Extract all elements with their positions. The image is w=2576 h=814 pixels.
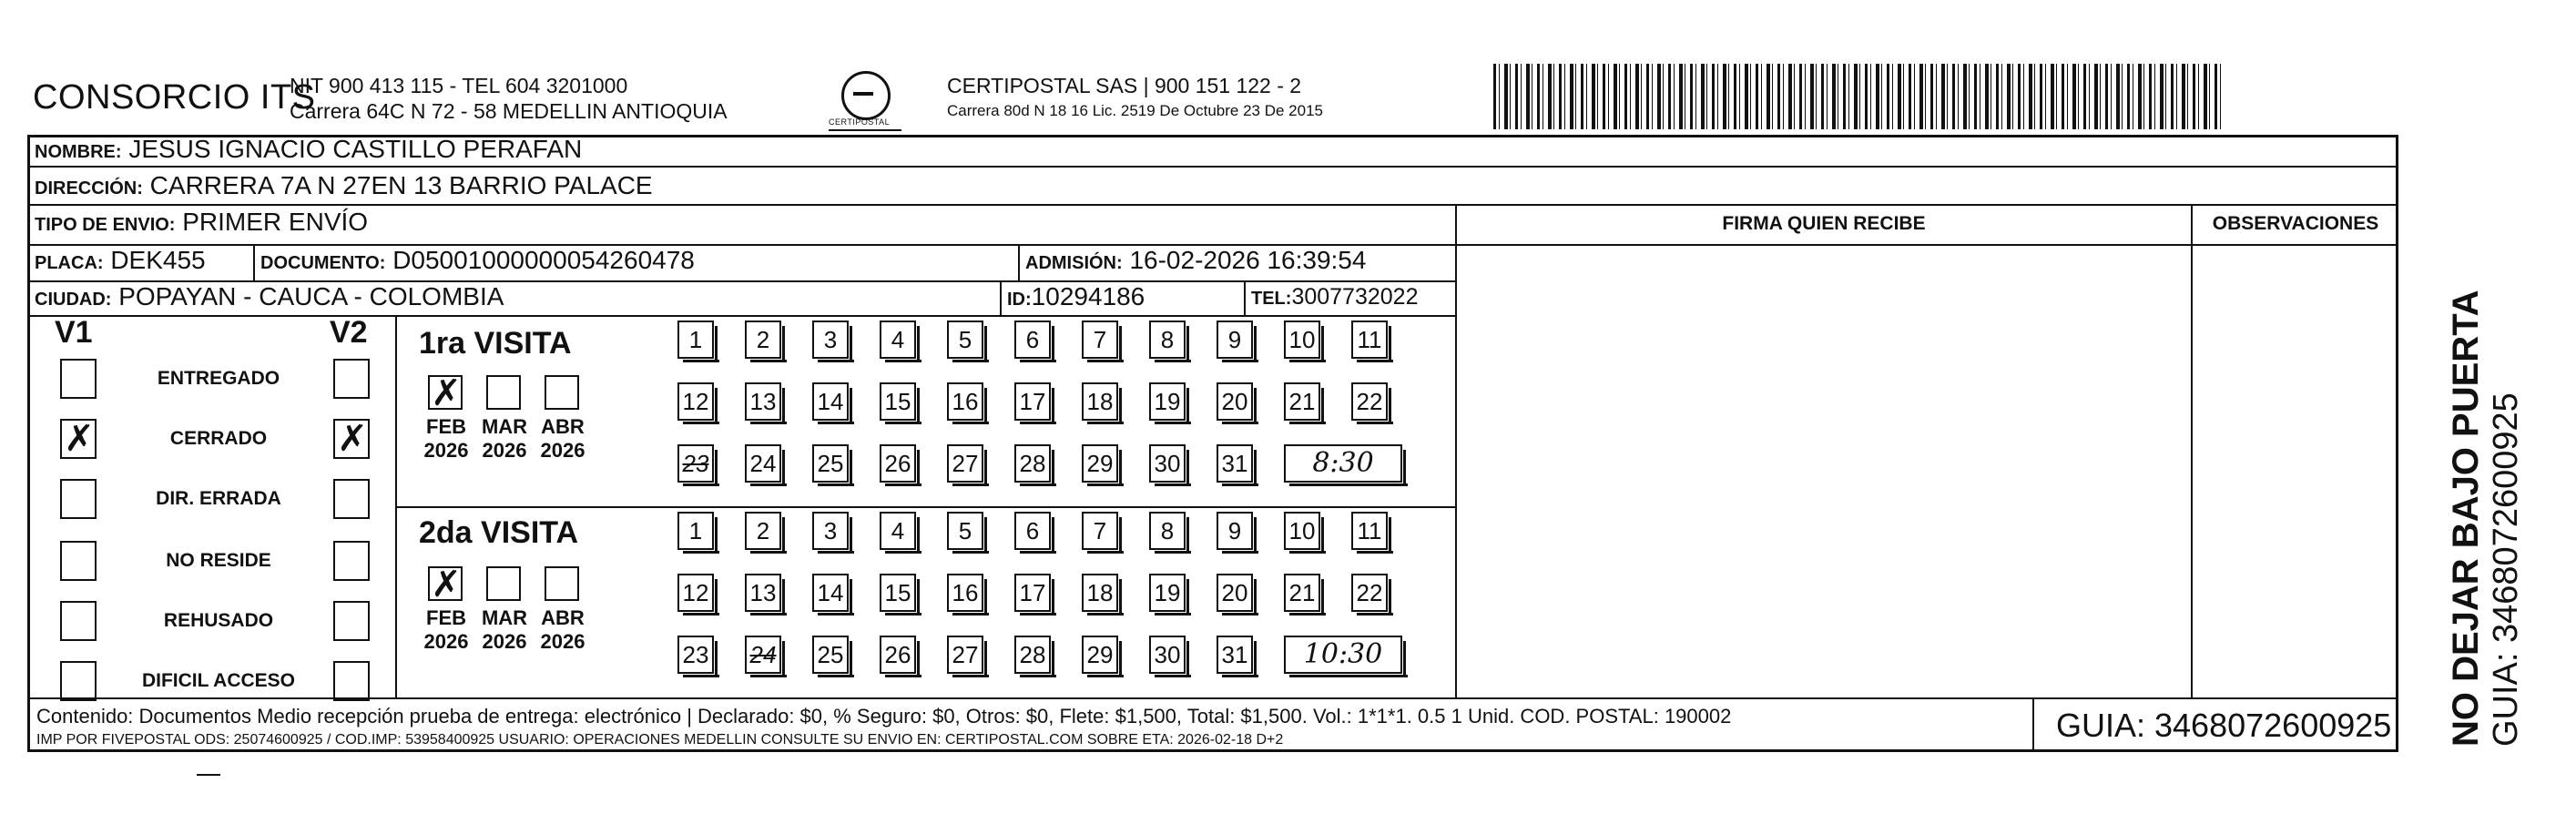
visit2-day-8[interactable]: 8 bbox=[1149, 512, 1186, 550]
company-contact bbox=[290, 73, 728, 124]
visit2-day-26[interactable]: 26 bbox=[880, 636, 916, 674]
id-value: 10294186 bbox=[1031, 282, 1145, 310]
visit1-month-checkbox[interactable] bbox=[428, 372, 463, 414]
address-value: CARRERA 7A N 27EN 13 BARRIO PALACE bbox=[149, 171, 653, 199]
certipostal-info bbox=[947, 73, 1323, 124]
visit1-day-31[interactable]: 31 bbox=[1217, 444, 1253, 483]
v2-checkbox[interactable] bbox=[333, 661, 370, 701]
document-value: D05001000000054260478 bbox=[392, 246, 695, 274]
v1-checkbox[interactable] bbox=[60, 479, 97, 519]
visit2-time: 10:30 bbox=[1284, 636, 1402, 674]
visit2-day-29[interactable]: 29 bbox=[1082, 636, 1118, 674]
visit1-day-28[interactable]: 28 bbox=[1014, 444, 1051, 483]
visit1-month-label bbox=[479, 415, 530, 463]
admission-value: 16-02-2026 16:39:54 bbox=[1129, 246, 1367, 274]
visit2-day-28[interactable]: 28 bbox=[1014, 636, 1051, 674]
certipostal-logo-icon bbox=[841, 71, 891, 120]
visit1-day-18[interactable]: 18 bbox=[1082, 382, 1118, 421]
visit2-day-13[interactable]: 13 bbox=[745, 574, 781, 612]
visit2-day-19[interactable]: 19 bbox=[1149, 574, 1186, 612]
visit1-day-17[interactable]: 17 bbox=[1014, 382, 1051, 421]
visit1-day-13[interactable]: 13 bbox=[745, 382, 781, 421]
visit2-day-18[interactable]: 18 bbox=[1082, 574, 1118, 612]
observations-header: OBSERVACIONES bbox=[2212, 213, 2379, 234]
row-divider bbox=[27, 204, 2398, 206]
col-divider bbox=[1244, 280, 1246, 315]
address-label: DIRECCIÓN: bbox=[35, 178, 143, 198]
certipostal-address: Carrera 80d N 18 16 Lic. 2519 De Octubre 23 De 2015 bbox=[947, 102, 1323, 119]
visit1-day-21[interactable]: 21 bbox=[1284, 382, 1320, 421]
tel-label: TEL: bbox=[1251, 289, 1292, 309]
visit1-month-checkbox[interactable] bbox=[545, 375, 579, 410]
tel-cell bbox=[1251, 284, 1418, 310]
visit1-day-4[interactable]: 4 bbox=[880, 321, 916, 359]
v2-check-mark: ✗ bbox=[337, 418, 368, 460]
visit2-month-mark: ✗ bbox=[431, 564, 462, 605]
visit1-title: 1ra VISITA bbox=[419, 326, 572, 361]
visit2-day-7[interactable]: 7 bbox=[1082, 512, 1118, 550]
col-divider bbox=[1000, 280, 1002, 315]
visit1-day-20[interactable]: 20 bbox=[1217, 382, 1253, 421]
v2-checkbox[interactable] bbox=[333, 359, 370, 399]
visit1-day-7[interactable]: 7 bbox=[1082, 321, 1118, 359]
visit2-day-9[interactable]: 9 bbox=[1217, 512, 1253, 550]
plate-label: PLACA: bbox=[35, 253, 104, 273]
visit1-day-14[interactable]: 14 bbox=[812, 382, 849, 421]
v1-checkbox[interactable] bbox=[60, 541, 97, 581]
certipostal-nit: CERTIPOSTAL SAS | 900 151 122 - 2 bbox=[947, 74, 1302, 97]
visit2-month-label bbox=[479, 606, 530, 654]
visit2-day-20[interactable]: 20 bbox=[1217, 574, 1253, 612]
visit1-day-19[interactable]: 19 bbox=[1149, 382, 1186, 421]
visit2-day-12[interactable]: 12 bbox=[677, 574, 714, 612]
visit1-day-23[interactable]: 23 bbox=[677, 444, 714, 483]
visit1-day-8[interactable]: 8 bbox=[1149, 321, 1186, 359]
visit1-day-22[interactable]: 22 bbox=[1351, 382, 1388, 421]
visit2-day-25[interactable]: 25 bbox=[812, 636, 849, 674]
visit1-month-name: ABR bbox=[541, 415, 585, 438]
side-guia: GUIA: 3468072600925 bbox=[2487, 392, 2525, 747]
status-label: DIR. ERRADA bbox=[156, 488, 281, 509]
visit2-day-3[interactable]: 3 bbox=[812, 512, 849, 550]
visit2-day-2[interactable]: 2 bbox=[745, 512, 781, 550]
visit2-day-1[interactable]: 1 bbox=[677, 512, 714, 550]
visit-divider bbox=[395, 506, 1457, 508]
visit1-day-11[interactable]: 11 bbox=[1351, 321, 1388, 359]
name-label: NOMBRE: bbox=[35, 142, 122, 162]
status-label: DIFICIL ACCESO bbox=[141, 670, 295, 691]
v2-checkbox[interactable] bbox=[333, 601, 370, 641]
row-divider bbox=[1457, 244, 2398, 246]
status-label: REHUSADO bbox=[163, 610, 274, 631]
v2-checkbox[interactable] bbox=[333, 541, 370, 581]
visit2-day-31[interactable]: 31 bbox=[1217, 636, 1253, 674]
visit2-day-16[interactable]: 16 bbox=[947, 574, 983, 612]
visit1-day-27[interactable]: 27 bbox=[947, 444, 983, 483]
visit1-time: 8:30 bbox=[1284, 444, 1402, 483]
visit1-day-30[interactable]: 30 bbox=[1149, 444, 1186, 483]
visit1-day-10[interactable]: 10 bbox=[1284, 321, 1320, 359]
col-divider bbox=[253, 244, 255, 280]
type-label: TIPO DE ENVIO: bbox=[35, 215, 176, 235]
col-divider bbox=[2032, 697, 2034, 752]
name-value: JESUS IGNACIO CASTILLO PERAFAN bbox=[128, 135, 583, 163]
visit2-title: 2da VISITA bbox=[419, 515, 579, 550]
barcode bbox=[1493, 64, 2222, 129]
status-label: CERRADO bbox=[169, 428, 268, 449]
visit2-month-checkbox[interactable] bbox=[486, 566, 521, 601]
signature-header: FIRMA QUIEN RECIBE bbox=[1722, 213, 1926, 234]
visit2-day-10[interactable]: 10 bbox=[1284, 512, 1320, 550]
v1-checkbox[interactable] bbox=[60, 601, 97, 641]
footer-print-line: IMP POR FIVEPOSTAL ODS: 25074600925 / COD.IMP: 53958400925 USUARIO: OPERACIONES MEDELLIN CONSULTE SU ENVIO EN: CERTIPOSTAL.COM SOBRE ETA: 2026-02-18 D+2 bbox=[36, 732, 1284, 748]
id-cell bbox=[1007, 282, 1145, 311]
col-divider bbox=[2191, 204, 2193, 697]
company-nit: NIT 900 413 115 - TEL 604 3201000 bbox=[290, 74, 628, 97]
visit1-day-12[interactable]: 12 bbox=[677, 382, 714, 421]
company-name: CONSORCIO ITS bbox=[33, 78, 316, 117]
visit1-day-26[interactable]: 26 bbox=[880, 444, 916, 483]
visit2-month-year: 2026 bbox=[540, 630, 585, 653]
row-divider bbox=[27, 315, 1457, 317]
side-text bbox=[2446, 290, 2526, 747]
visit2-day-21[interactable]: 21 bbox=[1284, 574, 1320, 612]
visit1-month-name: MAR bbox=[481, 415, 528, 438]
id-label: ID: bbox=[1007, 290, 1032, 310]
side-warning: NO DEJAR BAJO PUERTA bbox=[2446, 290, 2486, 747]
visit2-month-year: 2026 bbox=[423, 630, 469, 653]
admission-cell bbox=[1025, 246, 1366, 275]
address-row bbox=[35, 171, 653, 200]
visit1-day-24[interactable]: 24 bbox=[745, 444, 781, 483]
name-row bbox=[35, 135, 582, 164]
visit1-month-label bbox=[537, 415, 588, 463]
visit1-day-2[interactable]: 2 bbox=[745, 321, 781, 359]
city-label: CIUDAD: bbox=[35, 290, 112, 310]
visit1-day-5[interactable]: 5 bbox=[947, 321, 983, 359]
visit2-month-name: FEB bbox=[426, 606, 466, 629]
logo-underline bbox=[829, 129, 901, 131]
tel-value: 3007732022 bbox=[1291, 284, 1419, 310]
admission-label: ADMISIÓN: bbox=[1025, 253, 1123, 273]
visit1-month-year: 2026 bbox=[482, 439, 527, 462]
document-label: DOCUMENTO: bbox=[260, 253, 386, 273]
visit1-day-29[interactable]: 29 bbox=[1082, 444, 1118, 483]
visit1-day-6[interactable]: 6 bbox=[1014, 321, 1051, 359]
visit1-month-year: 2026 bbox=[423, 439, 469, 462]
visit1-day-1[interactable]: 1 bbox=[677, 321, 714, 359]
visit1-month-name: FEB bbox=[426, 415, 466, 438]
stray-mark bbox=[197, 774, 220, 776]
visit2-day-22[interactable]: 22 bbox=[1351, 574, 1388, 612]
visit2-month-year: 2026 bbox=[482, 630, 527, 653]
plate-value: DEK455 bbox=[110, 246, 206, 274]
v2-checkbox[interactable] bbox=[333, 479, 370, 519]
visit2-month-checkbox[interactable] bbox=[428, 564, 463, 605]
v2-header: V2 bbox=[330, 315, 368, 350]
v1-header: V1 bbox=[55, 315, 93, 350]
visit1-day-16[interactable]: 16 bbox=[947, 382, 983, 421]
v1-checkbox[interactable] bbox=[60, 419, 97, 459]
visit1-month-label bbox=[421, 415, 472, 463]
visit2-day-24[interactable]: 24 bbox=[745, 636, 781, 674]
visit2-day-11[interactable]: 11 bbox=[1351, 512, 1388, 550]
visit2-month-label bbox=[421, 606, 472, 654]
visit2-month-name: MAR bbox=[481, 606, 528, 629]
visit1-month-mark: ✗ bbox=[431, 372, 462, 414]
visit1-month-checkbox[interactable] bbox=[486, 375, 521, 410]
row-divider bbox=[27, 166, 2398, 168]
v1-checkbox[interactable] bbox=[60, 661, 97, 701]
v1-checkbox[interactable] bbox=[60, 359, 97, 399]
visit2-day-15[interactable]: 15 bbox=[880, 574, 916, 612]
visit2-day-14[interactable]: 14 bbox=[812, 574, 849, 612]
visit2-month-checkbox[interactable] bbox=[545, 566, 579, 601]
visit2-month-name: ABR bbox=[541, 606, 585, 629]
col-divider bbox=[1018, 244, 1020, 280]
plate-cell bbox=[35, 246, 206, 275]
city-cell bbox=[35, 282, 504, 311]
footer-content: Contenido: Documentos Medio recepción prueba de entrega: electrónico | Declarado: $0, % Seguro: $0, Otros: $0, Flete: $1,500, Total: $1,500. Vol.: 1*1*1. 0.5 1 Unid. COD. POSTAL: 190002 bbox=[36, 705, 1732, 728]
visit2-day-27[interactable]: 27 bbox=[947, 636, 983, 674]
visit2-month-label bbox=[537, 606, 588, 654]
status-label: ENTREGADO bbox=[157, 368, 280, 389]
visit1-day-9[interactable]: 9 bbox=[1217, 321, 1253, 359]
status-label: NO RESIDE bbox=[166, 550, 271, 571]
city-value: POPAYAN - CAUCA - COLOMBIA bbox=[118, 282, 504, 310]
visit2-day-4[interactable]: 4 bbox=[880, 512, 916, 550]
visit2-day-5[interactable]: 5 bbox=[947, 512, 983, 550]
v1-check-mark: ✗ bbox=[64, 418, 95, 460]
visit2-day-30[interactable]: 30 bbox=[1149, 636, 1186, 674]
visit1-day-15[interactable]: 15 bbox=[880, 382, 916, 421]
visit2-day-17[interactable]: 17 bbox=[1014, 574, 1051, 612]
document-cell bbox=[260, 246, 695, 275]
visit2-day-6[interactable]: 6 bbox=[1014, 512, 1051, 550]
company-address: Carrera 64C N 72 - 58 MEDELLIN ANTIOQUIA bbox=[290, 99, 728, 123]
visit1-day-3[interactable]: 3 bbox=[812, 321, 849, 359]
v2-checkbox[interactable] bbox=[333, 419, 370, 459]
visit2-day-23[interactable]: 23 bbox=[677, 636, 714, 674]
col-divider bbox=[1455, 204, 1457, 697]
logo-caption: CERTIPOSTAL bbox=[829, 117, 891, 127]
row-divider bbox=[27, 697, 2398, 699]
type-row bbox=[35, 208, 368, 237]
visit1-month-year: 2026 bbox=[540, 439, 585, 462]
type-value: PRIMER ENVÍO bbox=[182, 208, 369, 236]
visit1-day-25[interactable]: 25 bbox=[812, 444, 849, 483]
guia-number: GUIA: 3468072600925 bbox=[2056, 707, 2392, 744]
